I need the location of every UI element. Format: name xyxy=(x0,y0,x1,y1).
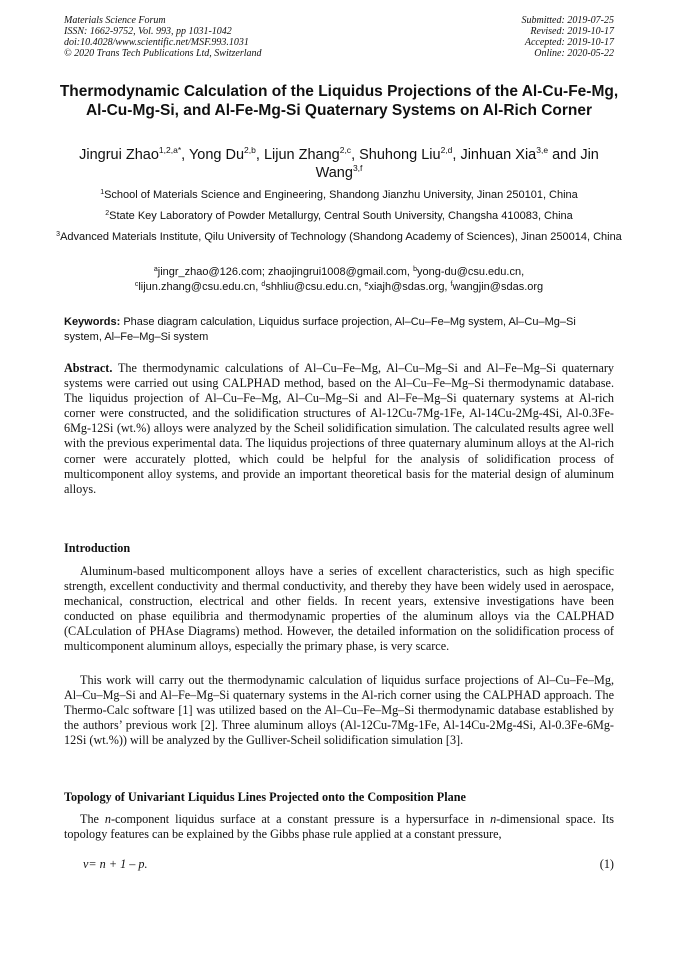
author-separator: , xyxy=(181,147,189,163)
email-marker: e xyxy=(364,280,369,288)
affiliation-text: State Key Laboratory of Powder Metallurgy, Central South University, Changsha 410083, China xyxy=(109,210,573,222)
abstract-text: The thermodynamic calculations of Al–Cu–Fe–Mg, Al–Cu–Mg–Si and Al–Fe–Mg–Si quaternary systems were carried out using CALPHAD method, based on the Al–Cu–Fe–Mg–Si thermodynamic database. The liquidus projection of Al–Cu–Fe–Mg, Al–Cu–Mg–Si and Al–Fe–Mg–Si quaternary systems at Al-rich corner were constructed, and the solidification structures of Al-12Cu-7Mg-1Fe, Al-14Cu-2Mg-4Si, Al-0.3Fe-6Mg-12Si (wt.%) alloys were analyzed by the Scheil solidification simulation. The calculated results agree well with the previous experimental data. The liquidus projections of three quaternary aluminum alloys at the Al-rich corner were accurately plotted, which could be helpful for the analysis of solidification process of multicomponent alloy systems, and provide an important theoretical basis for the material design of aluminum alloys. xyxy=(64,361,615,496)
affiliation-3 xyxy=(56,230,622,245)
author-separator: , xyxy=(351,147,360,163)
introduction-paragraph-1: Aluminum-based multicomponent alloys have a series of excellent characteristics, such as high specific strength, excellent conductivity and thermal conductivity, and thereby they have been widely used in aerospace, mechanical, construction, electrical and other fields. In recent years, extensive investigations have been conducted on phase equilibria and thermodynamic properties of the aluminum alloys via the CALPHAD (CALculation of PHAse Diagrams) method. However, the detailed information on the solidification process of multicomponent aluminum alloys, especially the primary phase, is very scarce. xyxy=(64,564,614,654)
equation-1 xyxy=(64,856,614,872)
submitted-date: Submitted: 2019-07-25 xyxy=(521,15,614,26)
email-marker: d xyxy=(261,280,266,288)
affiliation-marker: 2 xyxy=(105,210,110,217)
online-date: Online: 2020-05-22 xyxy=(534,48,614,59)
abstract xyxy=(64,361,614,497)
abstract-label: Abstract. xyxy=(64,361,113,375)
variable-n: n xyxy=(490,812,497,826)
paper-title: Thermodynamic Calculation of the Liquidus Projections of the Al-Cu-Fe-Mg, Al-Cu-Mg-Si, and Al-Fe-Mg-Si Quaternary Systems on Al-Rich Corner xyxy=(59,83,619,119)
author-name: Jinhuan Xia xyxy=(460,147,537,163)
email-marker: f xyxy=(450,280,453,288)
author-emails xyxy=(56,265,622,294)
email-text[interactable]: xiajh@sdas.org, xyxy=(368,280,451,293)
introduction-heading: Introduction xyxy=(64,541,131,555)
journal-header-right xyxy=(522,15,615,59)
email-text[interactable]: jingr_zhao@126.com; zhaojingrui1008@gmail.com, xyxy=(157,266,414,278)
journal-name: Materials Science Forum xyxy=(64,15,166,26)
keywords xyxy=(64,315,614,344)
topology-text-start: The xyxy=(80,812,105,826)
introduction-paragraph-2: This work will carry out the thermodynamic calculation of liquidus surface projections of Al–Cu–Fe–Mg, Al–Cu–Mg–Si and Al–Fe–Mg–Si quaternary systems in the Al-rich corner using the CALPHAD approach. The Thermo-Calc software [1] was utilized based on the Al–Cu–Fe–Mg–Si thermodynamic database established by the authors’ previous work [2]. Three aluminum alloys (Al-12Cu-7Mg-1Fe, Al-14Cu-2Mg-4Si, Al-0.3Fe-6Mg-12Si (wt.%)) will be analyzed by the Gulliver-Scheil solidification simulation [3]. xyxy=(64,673,614,748)
email-marker: c xyxy=(134,280,139,288)
journal-header-left xyxy=(64,15,262,59)
affiliation-2 xyxy=(56,209,622,224)
topology-paragraph xyxy=(64,812,614,842)
keywords-label: Keywords: xyxy=(64,316,121,328)
affiliation-1 xyxy=(56,188,622,203)
keywords-text: Phase diagram calculation, Liquidus surface projection, Al–Cu–Fe–Mg system, Al–Cu–Mg–Si system, Al–Fe–Mg–Si system xyxy=(64,316,576,343)
affiliation-text: Advanced Materials Institute, Qilu University of Technology (Shandong Academy of Sciences), Jinan 250014, China xyxy=(60,231,622,243)
author-affiliation-marker: 3,e xyxy=(536,145,549,155)
author-affiliation-marker: 2,c xyxy=(339,145,352,155)
author-name: Lijun Zhang xyxy=(263,147,340,163)
equation-expression: v= n + 1 – p. xyxy=(83,857,148,871)
doi-line[interactable]: doi:10.4028/www.scientific.net/MSF.993.1031 xyxy=(64,37,249,48)
author-separator: , xyxy=(255,147,264,163)
author-separator: and xyxy=(548,147,581,163)
accepted-date: Accepted: 2019-10-17 xyxy=(524,37,614,48)
topology-heading: Topology of Univariant Liquidus Lines Projected onto the Composition Plane xyxy=(64,790,466,804)
email-text[interactable]: wangjin@sdas.org xyxy=(452,280,544,293)
email-marker: a xyxy=(153,266,158,273)
email-text[interactable]: shhliu@csu.edu.cn, xyxy=(265,280,365,293)
equation-number: (1) xyxy=(599,857,614,871)
author-name: Jingrui Zhao xyxy=(79,147,159,163)
topology-text-end: -dimensional space. Its topology features can be explained by the Gibbs phase rule applied at a constant pressure, xyxy=(64,812,614,842)
author-separator: , xyxy=(452,147,461,163)
email-text[interactable]: yong-du@csu.edu.cn, xyxy=(416,266,525,278)
author-affiliation-marker: 1,2,a* xyxy=(158,145,182,155)
copyright-line: © 2020 Trans Tech Publications Ltd, Switzerland xyxy=(64,48,262,59)
author-name: Yong Du xyxy=(188,147,245,163)
affiliation-marker: 1 xyxy=(100,189,105,196)
author-affiliation-marker: 2,d xyxy=(440,145,453,155)
author-name: Jin Wang xyxy=(315,147,599,181)
author-affiliation-marker: 3,f xyxy=(352,163,363,173)
revised-date: Revised: 2019-10-17 xyxy=(530,26,614,37)
author-list xyxy=(56,146,622,182)
variable-n: n xyxy=(104,812,111,826)
email-text[interactable]: lijun.zhang@csu.edu.cn, xyxy=(138,280,262,293)
topology-text-mid: -component liquidus surface at a constant pressure is a hypersurface in xyxy=(110,812,491,826)
author-affiliation-marker: 2,b xyxy=(244,145,256,155)
email-marker: b xyxy=(413,266,417,273)
affiliation-marker: 3 xyxy=(56,231,61,238)
affiliation-text: School of Materials Science and Engineering, Shandong Jianzhu University, Jinan 250101, China xyxy=(104,189,578,201)
issn-line: ISSN: 1662-9752, Vol. 993, pp 1031-1042 xyxy=(64,26,232,37)
author-name: Shuhong Liu xyxy=(359,147,441,163)
